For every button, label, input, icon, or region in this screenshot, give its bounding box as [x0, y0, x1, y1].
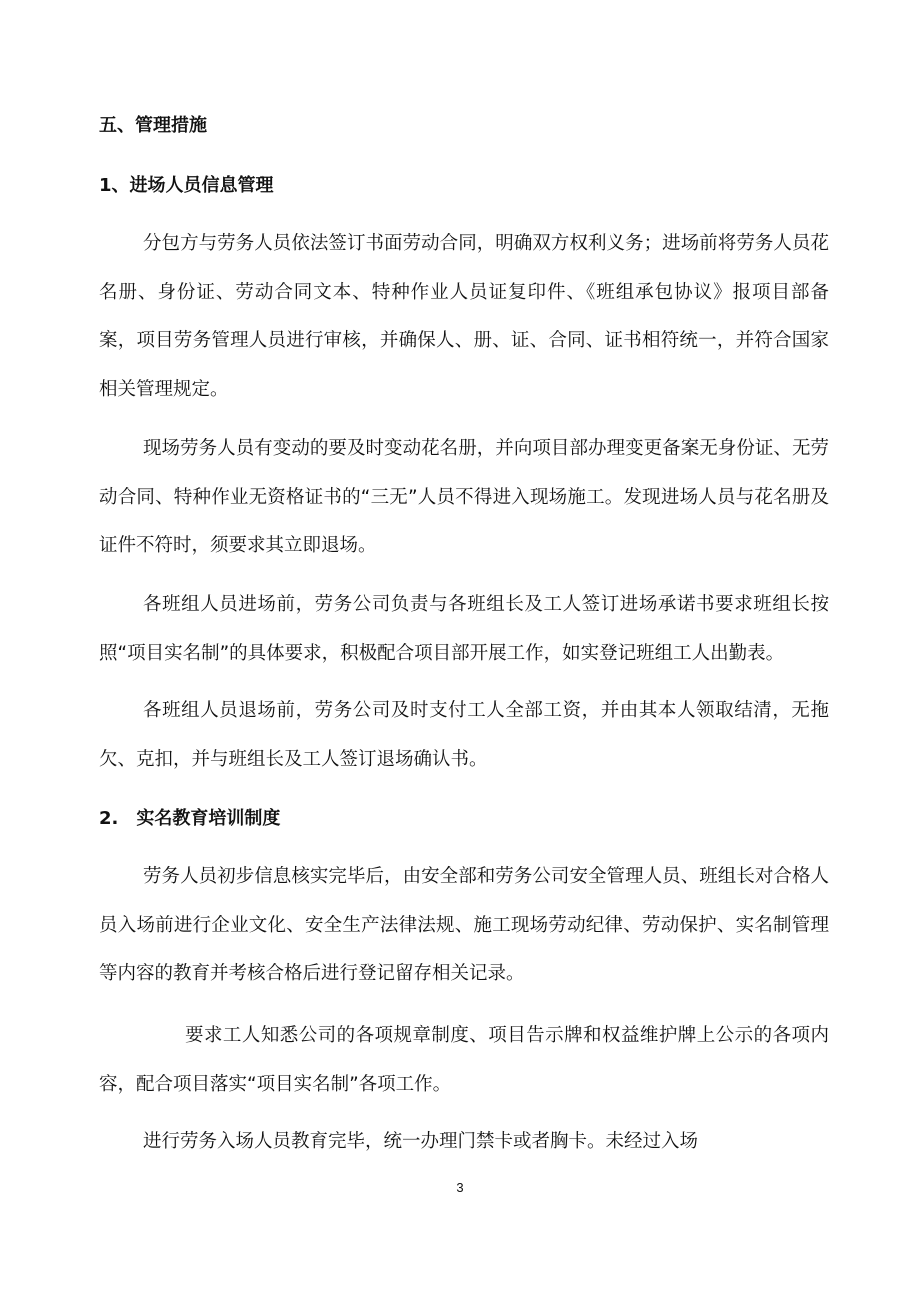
- subsection-title-2: 2. 实名教育培训制度: [99, 808, 281, 829]
- paragraph-5: 劳务人员初步信息核实完毕后，由安全部和劳务公司安全管理人员、班组长对合格人员入场前进行企业文化、安全生产法律法规、施工现场劳动纪律、劳动保护、实名制管理等内容的教育并考核合格后进行登记留存相关记录。: [99, 866, 829, 984]
- paragraph-4: 各班组人员退场前，劳务公司及时支付工人全部工资，并由其本人领取结清，无拖欠、克扣，并与班组长及工人签订退场确认书。: [99, 700, 829, 770]
- page-number: 3: [456, 1180, 464, 1195]
- subsection-title-1: 1、进场人员信息管理: [99, 175, 274, 196]
- paragraph-2: 现场劳务人员有变动的要及时变动花名册，并向项目部办理变更备案无身份证、无劳动合同、特种作业无资格证书的“三无”人员不得进入现场施工。发现进场人员与花名册及证件不符时，须要求其立即退场。: [99, 438, 829, 556]
- paragraph-7: 进行劳务入场人员教育完毕，统一办理门禁卡或者胸卡。未经过入场: [143, 1131, 699, 1152]
- paragraph-3: 各班组人员进场前，劳务公司负责与各班组长及工人签订进场承诺书要求班组长按照“项目实名制”的具体要求，积极配合项目部开展工作，如实登记班组工人出勤表。: [99, 594, 829, 664]
- section-title: 五、管理措施: [99, 115, 207, 136]
- paragraph-6: 要求工人知悉公司的各项规章制度、项目告示牌和权益维护牌上公示的各项内容，配合项目落实“项目实名制”各项工作。: [99, 1025, 829, 1095]
- paragraph-1: 分包方与劳务人员依法签订书面劳动合同，明确双方权利义务；进场前将劳务人员花名册、身份证、劳动合同文本、特种作业人员证复印件、《班组承包协议》报项目部备案，项目劳务管理人员进行审核，并确保人、册、证、合同、证书相符统一，并符合国家相关管理规定。: [99, 233, 829, 400]
